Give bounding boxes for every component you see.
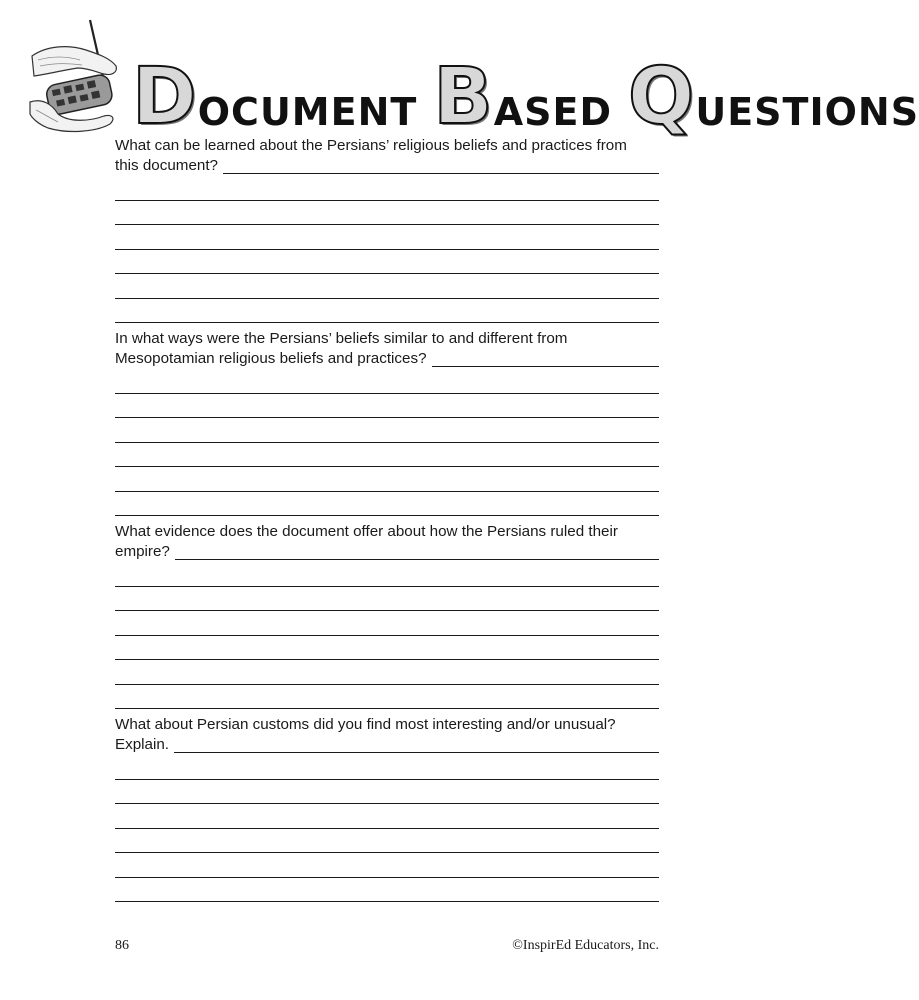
answer-line[interactable]	[115, 755, 659, 780]
answer-line[interactable]	[115, 299, 659, 324]
page-title	[132, 36, 919, 142]
title-initial-2: B	[433, 52, 493, 142]
hand-writing-on-clay-tablet-icon	[28, 18, 138, 136]
question-1-text: What can be learned about the Persians’ religious beliefs and practices from	[115, 137, 627, 154]
answer-line[interactable]	[432, 350, 659, 367]
questions-list	[115, 136, 659, 902]
title-word-2: ASED	[493, 90, 613, 134]
answer-line[interactable]	[115, 443, 659, 468]
answer-line[interactable]	[175, 543, 659, 560]
question-4-text: What about Persian customs did you find most interesting and/or unusual?	[115, 716, 616, 733]
answer-line[interactable]	[115, 274, 659, 299]
question-3-text: What evidence does the document offer about how the Persians ruled their	[115, 523, 618, 540]
title-initial-3: Q	[628, 52, 695, 142]
question-4-text-end: Explain.	[115, 736, 170, 753]
answer-line[interactable]	[115, 394, 659, 419]
question-3	[115, 522, 659, 709]
question-3-text-end: empire?	[115, 543, 170, 560]
title-initial-1: D	[132, 52, 197, 142]
answer-line[interactable]	[115, 853, 659, 878]
answer-line[interactable]	[115, 467, 659, 492]
answer-line[interactable]	[115, 804, 659, 829]
question-1-text-end: this document?	[115, 157, 218, 174]
answer-line[interactable]	[115, 685, 659, 710]
answer-line[interactable]	[115, 611, 659, 636]
answer-line[interactable]	[115, 176, 659, 201]
answer-line[interactable]	[115, 587, 659, 612]
answer-line[interactable]	[115, 225, 659, 250]
answer-line[interactable]	[115, 829, 659, 854]
question-2-text-end: Mesopotamian religious beliefs and practices?	[115, 350, 427, 367]
answer-line[interactable]	[115, 250, 659, 275]
answer-line[interactable]	[115, 201, 659, 226]
page-number: 86	[115, 938, 129, 953]
question-2	[115, 329, 659, 516]
page-footer	[115, 938, 659, 954]
title-word-1: OCUMENT	[197, 90, 418, 134]
answer-line[interactable]	[223, 157, 659, 174]
answer-line[interactable]	[115, 780, 659, 805]
answer-line[interactable]	[115, 492, 659, 517]
question-2-text: In what ways were the Persians’ beliefs similar to and different from	[115, 330, 568, 347]
copyright-notice: ©InspirEd Educators, Inc.	[512, 938, 659, 953]
answer-line[interactable]	[115, 418, 659, 443]
page-header	[20, 10, 919, 142]
question-4	[115, 715, 659, 902]
answer-line[interactable]	[174, 736, 659, 753]
title-word-3: UESTIONS	[695, 90, 919, 134]
question-1	[115, 136, 659, 323]
answer-line[interactable]	[115, 562, 659, 587]
answer-line[interactable]	[115, 636, 659, 661]
answer-line[interactable]	[115, 660, 659, 685]
answer-line[interactable]	[115, 369, 659, 394]
answer-line[interactable]	[115, 878, 659, 903]
